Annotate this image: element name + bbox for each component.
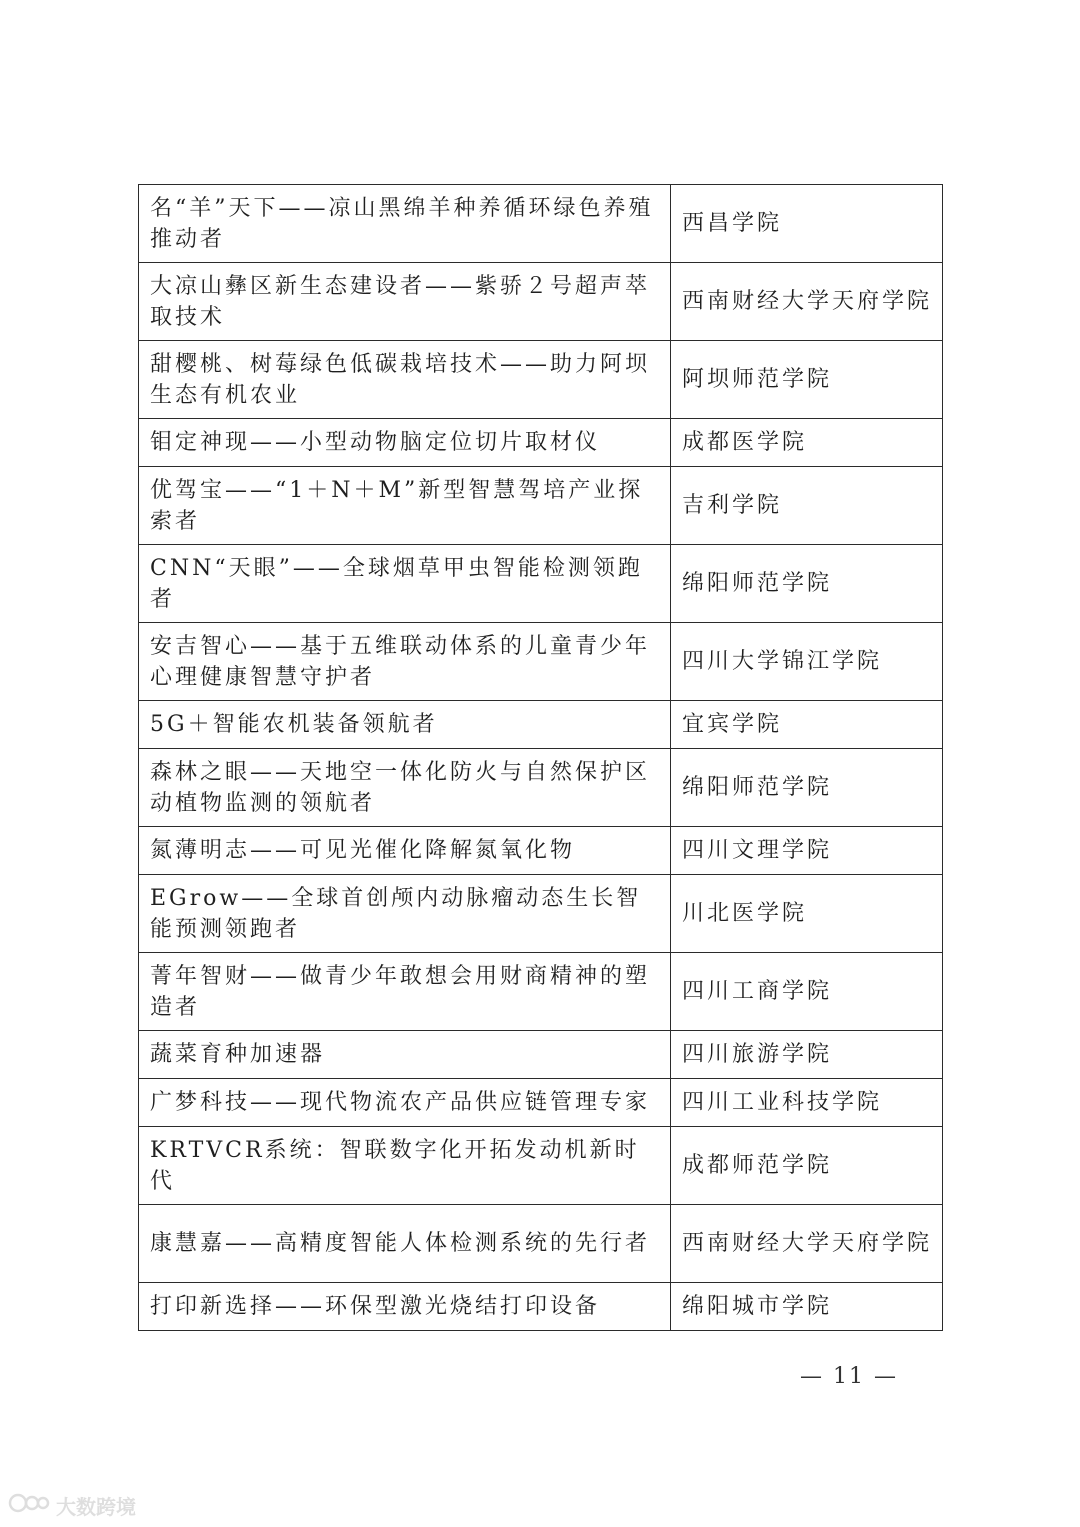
project-name-cell: 安吉智心——基于五维联动体系的儿童青少年心理健康智慧守护者	[139, 623, 671, 701]
table-row	[139, 749, 943, 827]
project-name-cell: KRTVCR系统：智联数字化开拓发动机新时代	[139, 1127, 671, 1205]
table-row	[139, 545, 943, 623]
school-cell: 成都医学院	[671, 419, 943, 467]
logo-icon	[8, 1490, 52, 1520]
project-name-cell: 氮薄明志——可见光催化降解氮氧化物	[139, 827, 671, 875]
table-row	[139, 419, 943, 467]
table-row	[139, 341, 943, 419]
project-name-cell: EGrow——全球首创颅内动脉瘤动态生长智能预测领跑者	[139, 875, 671, 953]
school-cell: 宜宾学院	[671, 701, 943, 749]
school-cell: 西昌学院	[671, 185, 943, 263]
school-cell: 西南财经大学天府学院	[671, 1205, 943, 1283]
school-cell: 四川旅游学院	[671, 1031, 943, 1079]
project-name-cell: 5G＋智能农机装备领航者	[139, 701, 671, 749]
project-name-cell: 打印新选择——环保型激光烧结打印设备	[139, 1283, 671, 1331]
project-name-cell: 甜樱桃、树莓绿色低碳栽培技术——助力阿坝生态有机农业	[139, 341, 671, 419]
table-row	[139, 185, 943, 263]
table-row	[139, 875, 943, 953]
school-cell: 四川文理学院	[671, 827, 943, 875]
school-cell: 绵阳城市学院	[671, 1283, 943, 1331]
project-name-cell: 大凉山彝区新生态建设者——紫骄２号超声萃取技术	[139, 263, 671, 341]
school-cell: 绵阳师范学院	[671, 749, 943, 827]
project-name-cell: 优驾宝——“1＋N＋M”新型智慧驾培产业探索者	[139, 467, 671, 545]
project-name-cell: 名“羊”天下——凉山黑绵羊种养循环绿色养殖推动者	[139, 185, 671, 263]
school-cell: 西南财经大学天府学院	[671, 263, 943, 341]
table-row	[139, 953, 943, 1031]
watermark	[8, 1490, 136, 1520]
school-cell: 川北医学院	[671, 875, 943, 953]
project-name-cell: 钼定神现——小型动物脑定位切片取材仪	[139, 419, 671, 467]
table-row	[139, 467, 943, 545]
school-cell: 四川工商学院	[671, 953, 943, 1031]
table-row	[139, 1205, 943, 1283]
project-table	[138, 184, 943, 1331]
table-row	[139, 1079, 943, 1127]
school-cell: 四川工业科技学院	[671, 1079, 943, 1127]
table-row	[139, 1283, 943, 1331]
school-cell: 吉利学院	[671, 467, 943, 545]
project-name-cell: CNN“天眼”——全球烟草甲虫智能检测领跑者	[139, 545, 671, 623]
table-row	[139, 263, 943, 341]
school-cell: 四川大学锦江学院	[671, 623, 943, 701]
table-row	[139, 1127, 943, 1205]
project-name-cell: 广梦科技——现代物流农产品供应链管理专家	[139, 1079, 671, 1127]
project-name-cell: 森林之眼——天地空一体化防火与自然保护区动植物监测的领航者	[139, 749, 671, 827]
table-row	[139, 1031, 943, 1079]
watermark-text: 大数跨境	[56, 1494, 136, 1519]
school-cell: 绵阳师范学院	[671, 545, 943, 623]
school-cell: 成都师范学院	[671, 1127, 943, 1205]
table-row	[139, 701, 943, 749]
project-name-cell: 蔬菜育种加速器	[139, 1031, 671, 1079]
table-row	[139, 623, 943, 701]
project-name-cell: 康慧嘉——高精度智能人体检测系统的先行者	[139, 1205, 671, 1283]
table-row	[139, 827, 943, 875]
project-name-cell: 菁年智财——做青少年敢想会用财商精神的塑造者	[139, 953, 671, 1031]
school-cell: 阿坝师范学院	[671, 341, 943, 419]
page-number: — 11 —	[800, 1364, 898, 1389]
